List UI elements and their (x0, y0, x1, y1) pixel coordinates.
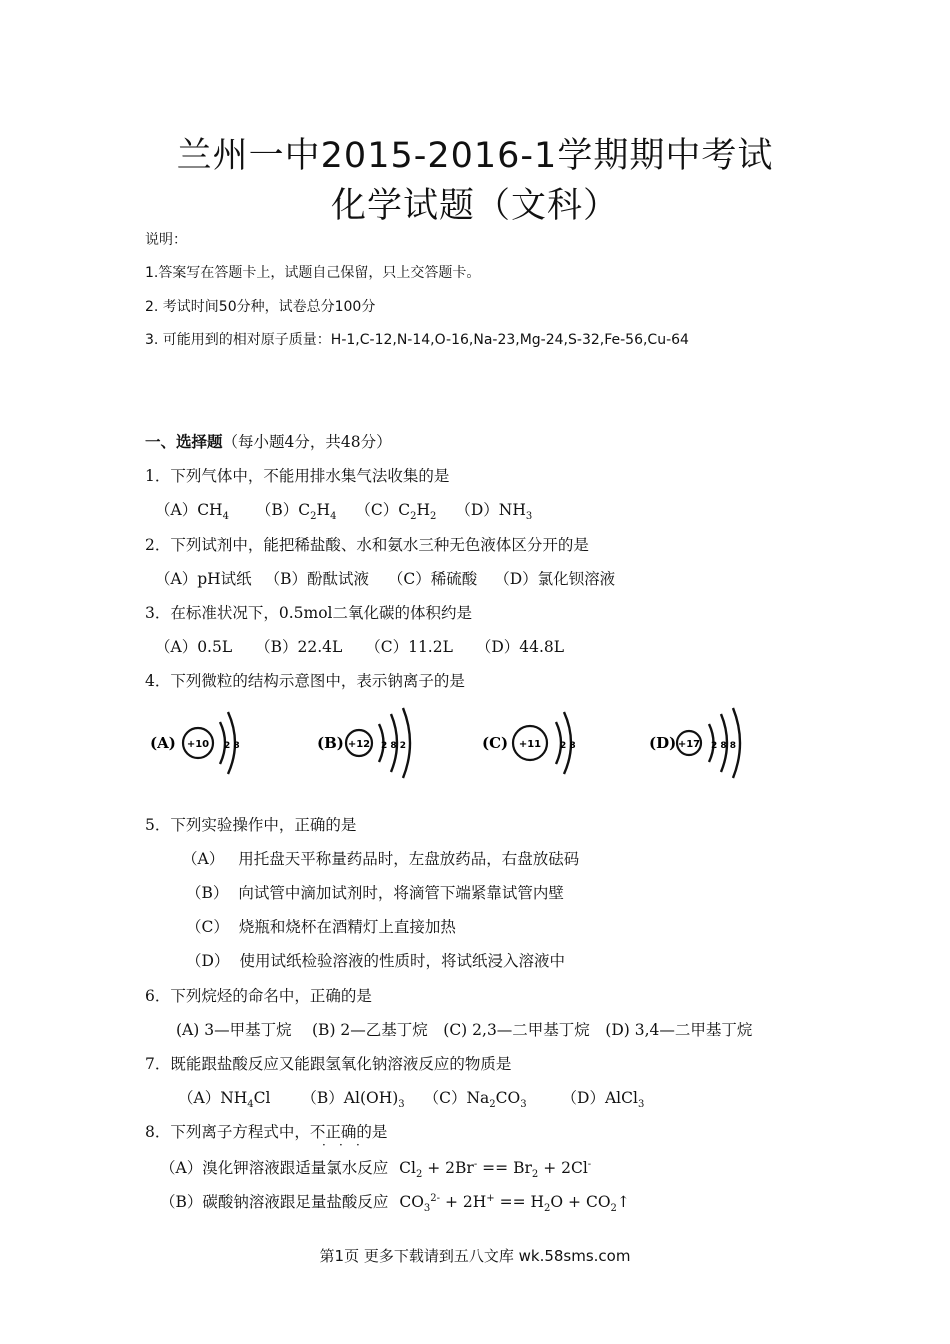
atom-b-label: (B) (317, 734, 344, 752)
q7-option-b: $(B)Al(OH)_3$ (301, 1089, 405, 1111)
q3-stem: 3．在标准状况下，0.5mol二氧化碳的体积约是 (145, 604, 472, 622)
exam-title-line2: 化学试题（文科） (330, 186, 619, 226)
atom-diagram-d (647, 704, 757, 780)
q5-option-a: （A） 用托盘天平称量药品时，左盘放药品，右盘放砝码 (182, 850, 580, 868)
q3-options (155, 635, 564, 657)
emphasis-dot-3: · (356, 1138, 360, 1152)
atom-d-shells: 2 8 8 (711, 741, 737, 751)
note-3: 3. 可能用到的相对原子质量：H-1,C-12,N-14,O-16,Na-23,Mg-24,S-32,Fe-56,Cu-64 (145, 332, 689, 348)
q8-option-b: （B）碳酸钠溶液跟足量盐酸反应 $CO_3^{2-} + 2H^+ == H_2O$ + $CO_2↑$ (160, 1192, 630, 1215)
q2-option-d: （D）氯化钡溶液 (494, 570, 616, 588)
q1-option-d: $(D)NH_3$ (455, 501, 533, 523)
q7-option-c: $(C)Na_2CO_3$ (423, 1089, 527, 1111)
q7-option-a: $(A)NH_4Cl$ (178, 1089, 271, 1111)
q5-option-c: （C） 烧瓶和烧杯在酒精灯上直接加热 (186, 918, 456, 936)
atom-diagram-a (148, 704, 258, 780)
q2-option-c: （C）稀硫酸 (387, 570, 478, 588)
q1-option-a: $(A)CH_4$ (155, 501, 229, 523)
q2-option-a: （A）pH试纸 (155, 570, 252, 588)
atom-a-shells: 2 8 (224, 741, 240, 751)
section-detail: （每小题4分，共48分） (222, 433, 392, 451)
q3-option-d: （D）44.8L (475, 638, 565, 656)
atom-diagram-c (480, 704, 590, 780)
q3-option-b: （B）22.4L (255, 638, 343, 656)
q6-stem: 6．下列烷烃的命名中，正确的是 (145, 987, 372, 1005)
q7-option-d: （D）AlCl$_3$ (561, 1089, 645, 1111)
exam-title-line1: 兰州一中2015-2016-1学期期中考试 (176, 136, 774, 176)
note-1: 1.答案写在答题卡上，试题自己保留，只上交答题卡。 (145, 265, 481, 281)
emphasis-dot-1: · (322, 1138, 326, 1152)
q3-option-c: （C）11.2L (365, 638, 453, 656)
q5-option-b: （B） 向试管中滴加试剂时，将滴管下端紧靠试管内壁 (186, 884, 564, 902)
atom-b-nucleus: +12 (347, 739, 371, 750)
q5-stem: 5．下列实验操作中，正确的是 (145, 816, 357, 834)
page-footer: 第1页 更多下载请到五八文库 wk.58sms.com (319, 1247, 631, 1265)
note-2: 2. 考试时间50分种，试卷总分100分 (145, 299, 376, 315)
q2-options (155, 567, 615, 589)
atom-diagram-b (315, 704, 425, 780)
emphasis-dot-2: · (339, 1138, 343, 1152)
atom-a-nucleus: +10 (186, 739, 210, 750)
q1-option-b: $(B)C_2H_4$ (255, 501, 337, 523)
q1-option-c: $(C)C_2H_2$ (355, 501, 437, 523)
q3-option-a: （A）0.5L (155, 638, 233, 656)
q2-option-b: （B）酚酞试液 (264, 570, 369, 588)
q1-options (155, 498, 532, 522)
q5-option-d: （D） 使用试纸检验溶液的性质时，将试纸浸入溶液中 (186, 952, 565, 970)
atom-b-shells: 2 8 2 (381, 741, 407, 751)
atom-c-nucleus: +11 (518, 739, 542, 750)
atom-c-label: (C) (482, 734, 509, 752)
atom-d-label: (D) (649, 734, 677, 752)
q7-stem: 7．既能跟盐酸反应又能跟氢氧化钠溶液反应的物质是 (145, 1055, 512, 1073)
section-label: 一、选择题 (145, 433, 223, 451)
q4-stem: 4．下列微粒的结构示意图中，表示钠离子的是 (145, 672, 465, 690)
q8-option-a: （A）溴化钾溶液跟适量氯水反应 $Cl_2 + 2Br^- == Br_2 + 2Cl^-$ (160, 1158, 592, 1181)
atom-d-nucleus: +17 (677, 739, 701, 750)
q8-stem: 8．下列离子方程式中，不正确的是 (145, 1123, 388, 1141)
section-heading (145, 430, 392, 452)
q6-options: (A) 3—甲基丁烷 (B) 2—乙基丁烷 (C) 2,3—二甲基丁烷 (D) 3,4—二甲基丁烷 (176, 1021, 753, 1039)
q2-stem: 2．下列试剂中，能把稀盐酸、水和氨水三种无色液体区分开的是 (145, 536, 589, 554)
q1-stem: 1．下列气体中，不能用排水集气法收集的是 (145, 467, 450, 485)
notes-heading: 说明： (145, 232, 187, 248)
atom-c-shells: 2 8 (560, 741, 576, 751)
atom-a-label: (A) (150, 734, 176, 752)
q7-options (178, 1086, 644, 1110)
